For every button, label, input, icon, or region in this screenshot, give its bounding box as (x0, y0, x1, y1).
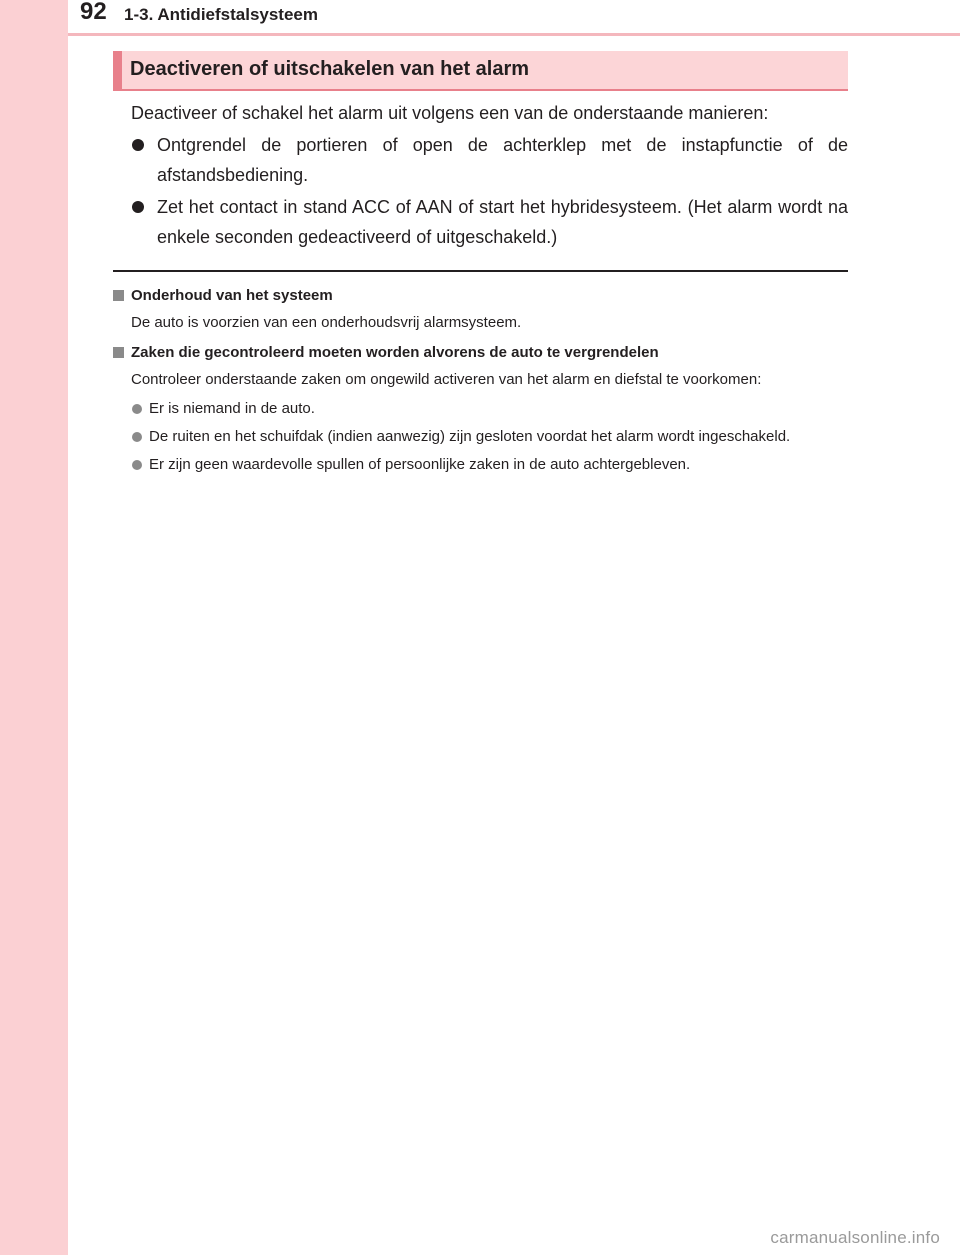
section-title-underline (113, 89, 848, 91)
method-item-text: Zet het contact in stand ACC of AAN of start het hybridesysteem. (Het alarm wordt na enkele seconden gedeactiveerd of uitgeschakeld.) (157, 197, 848, 247)
bullet-dot-icon (132, 201, 144, 213)
note-maintenance (113, 286, 848, 333)
note-heading (113, 286, 848, 306)
note-body: De auto is voorzien van een onderhoudsvrij alarmsysteem. (131, 314, 522, 331)
note-body: Controleer onderstaande zaken om ongewild activeren van het alarm en diefstal te voorkomen: (131, 371, 762, 388)
header-rule (68, 33, 960, 36)
note-heading-text: Onderhoud van het systeem (131, 287, 333, 304)
method-item (131, 192, 848, 252)
section-divider (113, 270, 848, 272)
check-item (131, 427, 848, 447)
square-bullet-icon (113, 290, 124, 301)
note-heading-text: Zaken die gecontroleerd moeten worden alvorens de auto te vergrendelen (131, 344, 659, 361)
bullet-dot-icon (132, 404, 142, 414)
square-bullet-icon (113, 347, 124, 358)
bullet-dot-icon (132, 460, 142, 470)
method-list (131, 130, 848, 254)
check-item (131, 399, 848, 419)
section-intro: Deactiveer of schakel het alarm uit volgens een van de onderstaande manieren: (131, 103, 769, 123)
page-number: 92 (80, 0, 107, 25)
watermark: carmanualsonline.info (770, 1228, 940, 1247)
check-item-text: Er is niemand in de auto. (149, 400, 315, 417)
note-heading (113, 343, 848, 363)
section-title-box (113, 51, 848, 91)
chapter-title: 1-3. Antidiefstalsysteem (124, 5, 318, 24)
bullet-dot-icon (132, 139, 144, 151)
side-color-band (0, 0, 68, 1255)
check-item-text: De ruiten en het schuifdak (indien aanwezig) zijn gesloten voordat het alarm wordt ingeschakeld. (149, 428, 791, 445)
method-item-text: Ontgrendel de portieren of open de achterklep met de instapfunctie of de afstandsbediening. (157, 135, 848, 185)
bullet-dot-icon (132, 432, 142, 442)
check-item-text: Er zijn geen waardevolle spullen of persoonlijke zaken in de auto achtergebleven. (149, 456, 691, 473)
section-title: Deactiveren of uitschakelen van het alarm (130, 58, 530, 80)
check-list (113, 399, 848, 475)
section-title-accent (113, 51, 122, 91)
check-item (131, 455, 848, 475)
note-checks (113, 343, 848, 483)
method-item (131, 130, 848, 190)
